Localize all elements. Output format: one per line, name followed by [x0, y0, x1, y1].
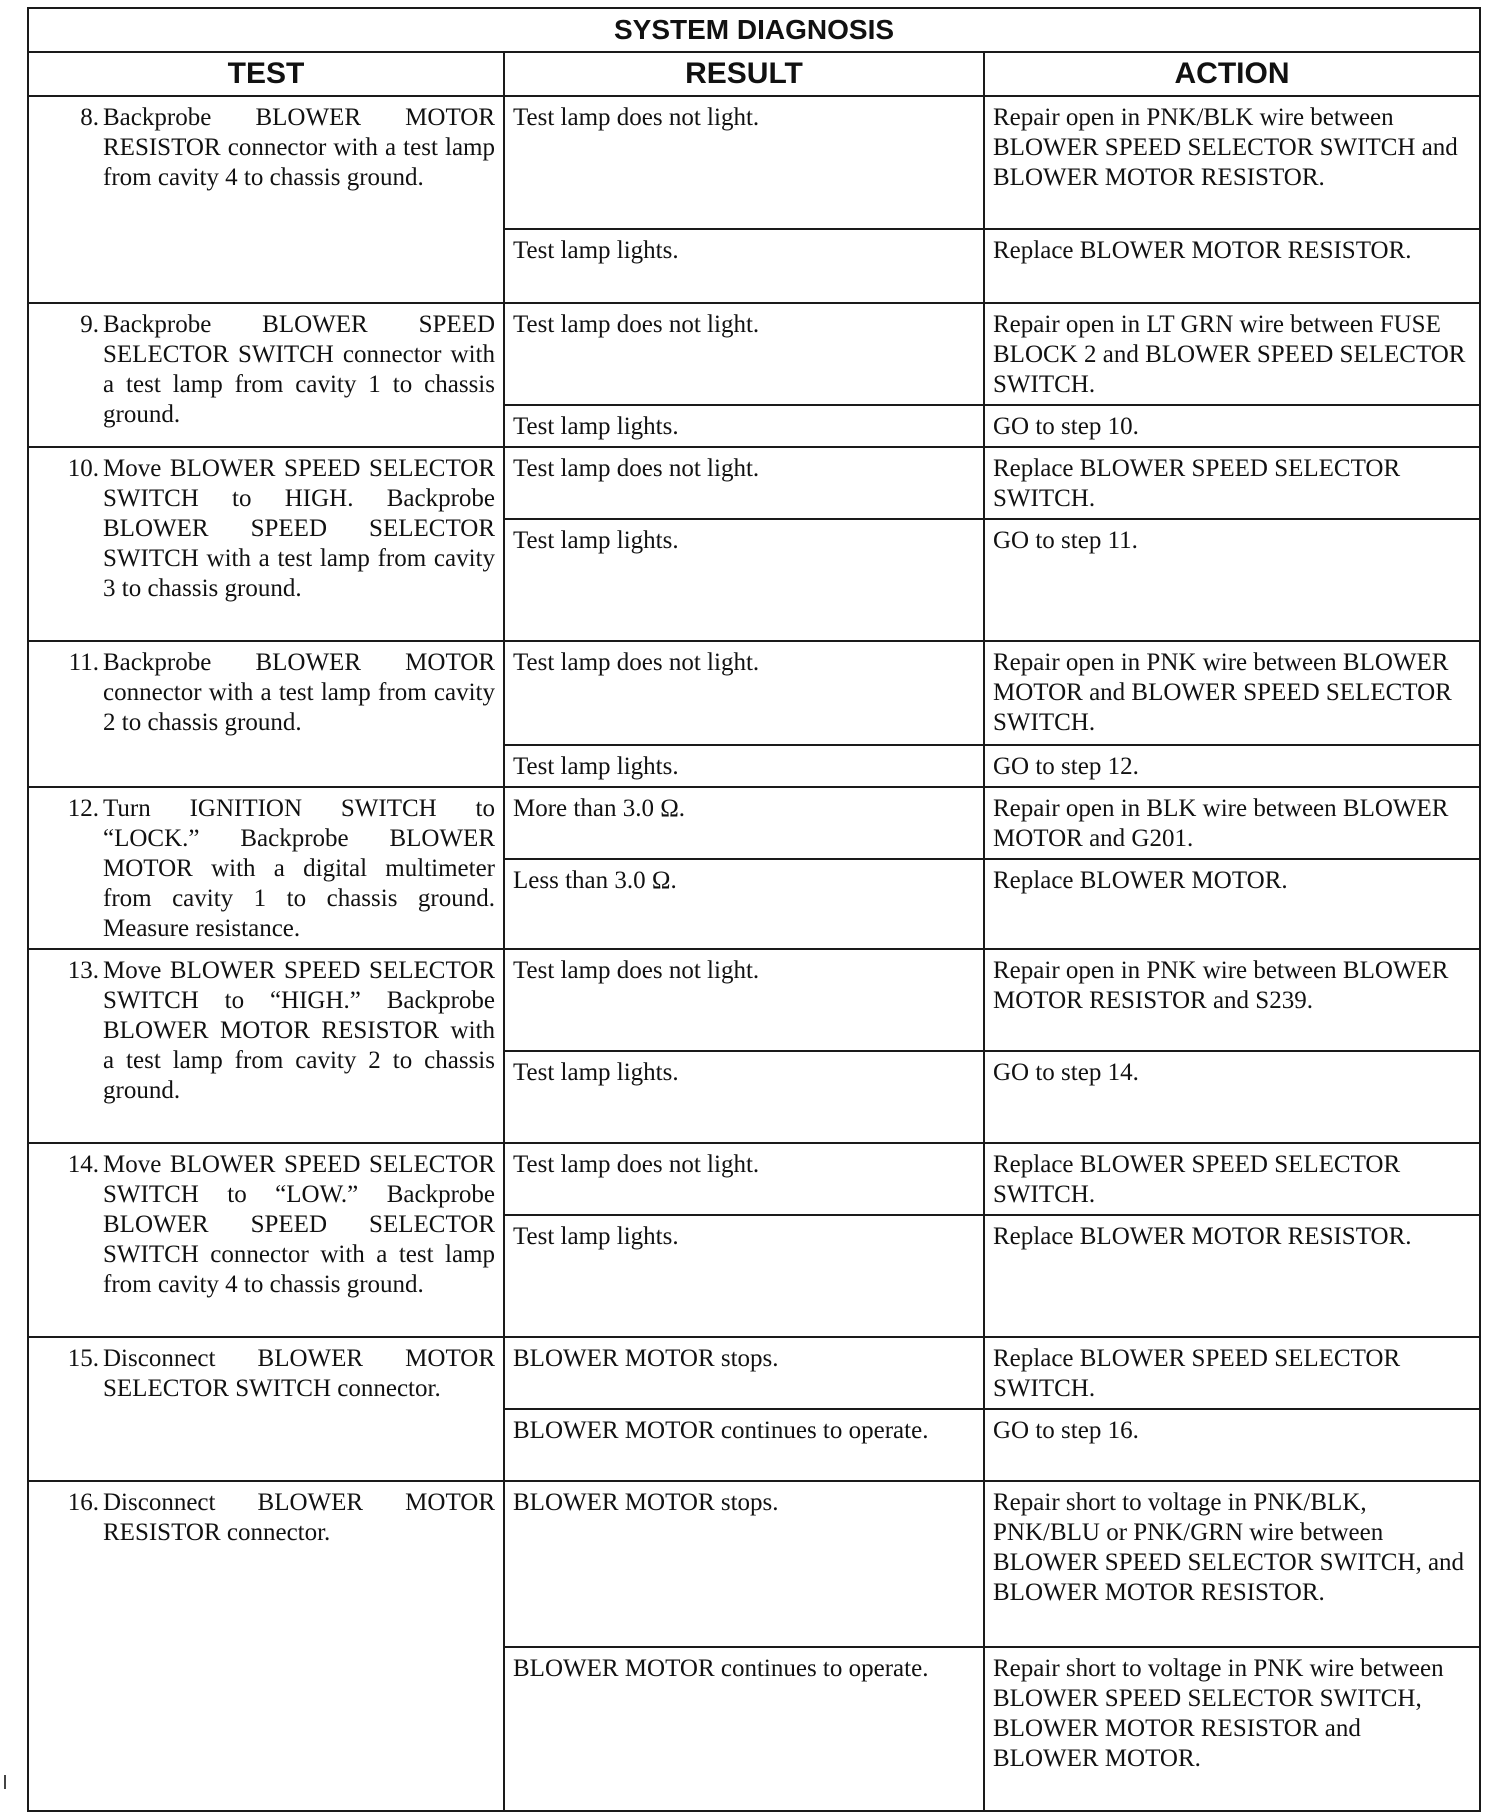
- action-cell: Repair open in PNK/BLK wire between BLOWER SPEED SELECTOR SWITCH and BLOWER MOTOR RESISTOR.: [984, 96, 1480, 229]
- table-title: SYSTEM DIAGNOSIS: [28, 8, 1480, 52]
- step-number: 11.: [68, 649, 99, 676]
- step-number: 10.: [67, 455, 99, 482]
- step-row: [28, 787, 1480, 859]
- test-instruction: Move BLOWER SPEED SELECTOR SWITCH to “LOW.” Backprobe BLOWER SPEED SELECTOR SWITCH connector with a test lamp from cavity 4 to chassis ground.: [103, 1151, 495, 1298]
- test-cell: [28, 1143, 504, 1337]
- step-number: 9.: [80, 311, 99, 338]
- test-instruction: Move BLOWER SPEED SELECTOR SWITCH to HIGH. Backprobe BLOWER SPEED SELECTOR SWITCH with a test lamp from cavity 3 to chassis ground.: [103, 455, 495, 602]
- step-number: 12.: [67, 795, 99, 822]
- result-cell: Test lamp lights.: [504, 519, 984, 641]
- action-cell: Repair open in BLK wire between BLOWER MOTOR and G201.: [984, 787, 1480, 859]
- step-row: [28, 447, 1480, 519]
- result-cell: Test lamp lights.: [504, 1215, 984, 1337]
- system-diagnosis-table: [27, 7, 1481, 1812]
- step-row: [28, 1481, 1480, 1647]
- test-instruction: Backprobe BLOWER SPEED SELECTOR SWITCH connector with a test lamp from cavity 1 to chassis ground.: [103, 311, 495, 428]
- test-instruction: Disconnect BLOWER MOTOR SELECTOR SWITCH connector.: [103, 1345, 495, 1402]
- step-number: 14.: [67, 1151, 99, 1178]
- test-instruction: Backprobe BLOWER MOTOR RESISTOR connector with a test lamp from cavity 4 to chassis ground.: [103, 104, 495, 191]
- test-cell: [28, 641, 504, 787]
- step-row: [28, 1143, 1480, 1215]
- test-cell: [28, 787, 504, 949]
- step-row: [28, 96, 1480, 229]
- test-instruction: Backprobe BLOWER MOTOR connector with a test lamp from cavity 2 to chassis ground.: [103, 649, 495, 736]
- action-cell: Repair short to voltage in PNK/BLK, PNK/BLU or PNK/GRN wire between BLOWER SPEED SELECTOR SWITCH, and BLOWER MOTOR RESISTOR.: [984, 1481, 1480, 1647]
- result-cell: BLOWER MOTOR stops.: [504, 1337, 984, 1409]
- action-cell: Repair open in PNK wire between BLOWER MOTOR and BLOWER SPEED SELECTOR SWITCH.: [984, 641, 1480, 745]
- test-cell: [28, 1481, 504, 1811]
- action-cell: Repair open in PNK wire between BLOWER MOTOR RESISTOR and S239.: [984, 949, 1480, 1051]
- action-cell: Replace BLOWER SPEED SELECTOR SWITCH.: [984, 1143, 1480, 1215]
- action-cell: GO to step 12.: [984, 745, 1480, 787]
- action-cell: Repair open in LT GRN wire between FUSE BLOCK 2 and BLOWER SPEED SELECTOR SWITCH.: [984, 303, 1480, 405]
- column-header-action: ACTION: [984, 52, 1480, 96]
- test-instruction: Turn IGNITION SWITCH to “LOCK.” Backprobe BLOWER MOTOR with a digital multimeter from cavity 1 to chassis ground. Measure resistance.: [103, 795, 495, 942]
- result-cell: Test lamp does not light.: [504, 96, 984, 229]
- step-number: 13.: [67, 957, 99, 984]
- test-cell: [28, 303, 504, 447]
- action-cell: Replace BLOWER SPEED SELECTOR SWITCH.: [984, 1337, 1480, 1409]
- action-cell: Replace BLOWER SPEED SELECTOR SWITCH.: [984, 447, 1480, 519]
- action-cell: Replace BLOWER MOTOR.: [984, 859, 1480, 949]
- result-cell: BLOWER MOTOR stops.: [504, 1481, 984, 1647]
- action-cell: GO to step 14.: [984, 1051, 1480, 1143]
- step-row: [28, 949, 1480, 1051]
- action-cell: GO to step 11.: [984, 519, 1480, 641]
- action-cell: Replace BLOWER MOTOR RESISTOR.: [984, 1215, 1480, 1337]
- test-cell: [28, 1337, 504, 1481]
- test-cell: [28, 447, 504, 641]
- result-cell: Less than 3.0 Ω.: [504, 859, 984, 949]
- step-row: [28, 303, 1480, 405]
- result-cell: Test lamp does not light.: [504, 641, 984, 745]
- test-instruction: Move BLOWER SPEED SELECTOR SWITCH to “HIGH.” Backprobe BLOWER MOTOR RESISTOR with a test lamp from cavity 2 to chassis ground.: [103, 957, 495, 1104]
- step-row: [28, 641, 1480, 745]
- step-number: 16.: [67, 1489, 99, 1516]
- action-cell: GO to step 16.: [984, 1409, 1480, 1481]
- test-instruction: Disconnect BLOWER MOTOR RESISTOR connector.: [103, 1489, 495, 1546]
- result-cell: Test lamp lights.: [504, 1051, 984, 1143]
- test-cell: [28, 949, 504, 1143]
- result-cell: More than 3.0 Ω.: [504, 787, 984, 859]
- result-cell: Test lamp does not light.: [504, 949, 984, 1051]
- result-cell: Test lamp lights.: [504, 745, 984, 787]
- action-cell: Repair short to voltage in PNK wire between BLOWER SPEED SELECTOR SWITCH, BLOWER MOTOR RESISTOR and BLOWER MOTOR.: [984, 1647, 1480, 1811]
- result-cell: Test lamp lights.: [504, 405, 984, 447]
- test-cell: [28, 96, 504, 303]
- result-cell: Test lamp lights.: [504, 229, 984, 303]
- step-row: [28, 1337, 1480, 1409]
- column-header-result: RESULT: [504, 52, 984, 96]
- result-cell: BLOWER MOTOR continues to operate.: [504, 1647, 984, 1811]
- result-cell: Test lamp does not light.: [504, 303, 984, 405]
- step-number: 15.: [67, 1345, 99, 1372]
- column-header-test: TEST: [28, 52, 504, 96]
- scan-edge-mark: [4, 1775, 6, 1789]
- result-cell: BLOWER MOTOR continues to operate.: [504, 1409, 984, 1481]
- action-cell: GO to step 10.: [984, 405, 1480, 447]
- action-cell: Replace BLOWER MOTOR RESISTOR.: [984, 229, 1480, 303]
- result-cell: Test lamp does not light.: [504, 1143, 984, 1215]
- result-cell: Test lamp does not light.: [504, 447, 984, 519]
- step-number: 8.: [80, 104, 99, 131]
